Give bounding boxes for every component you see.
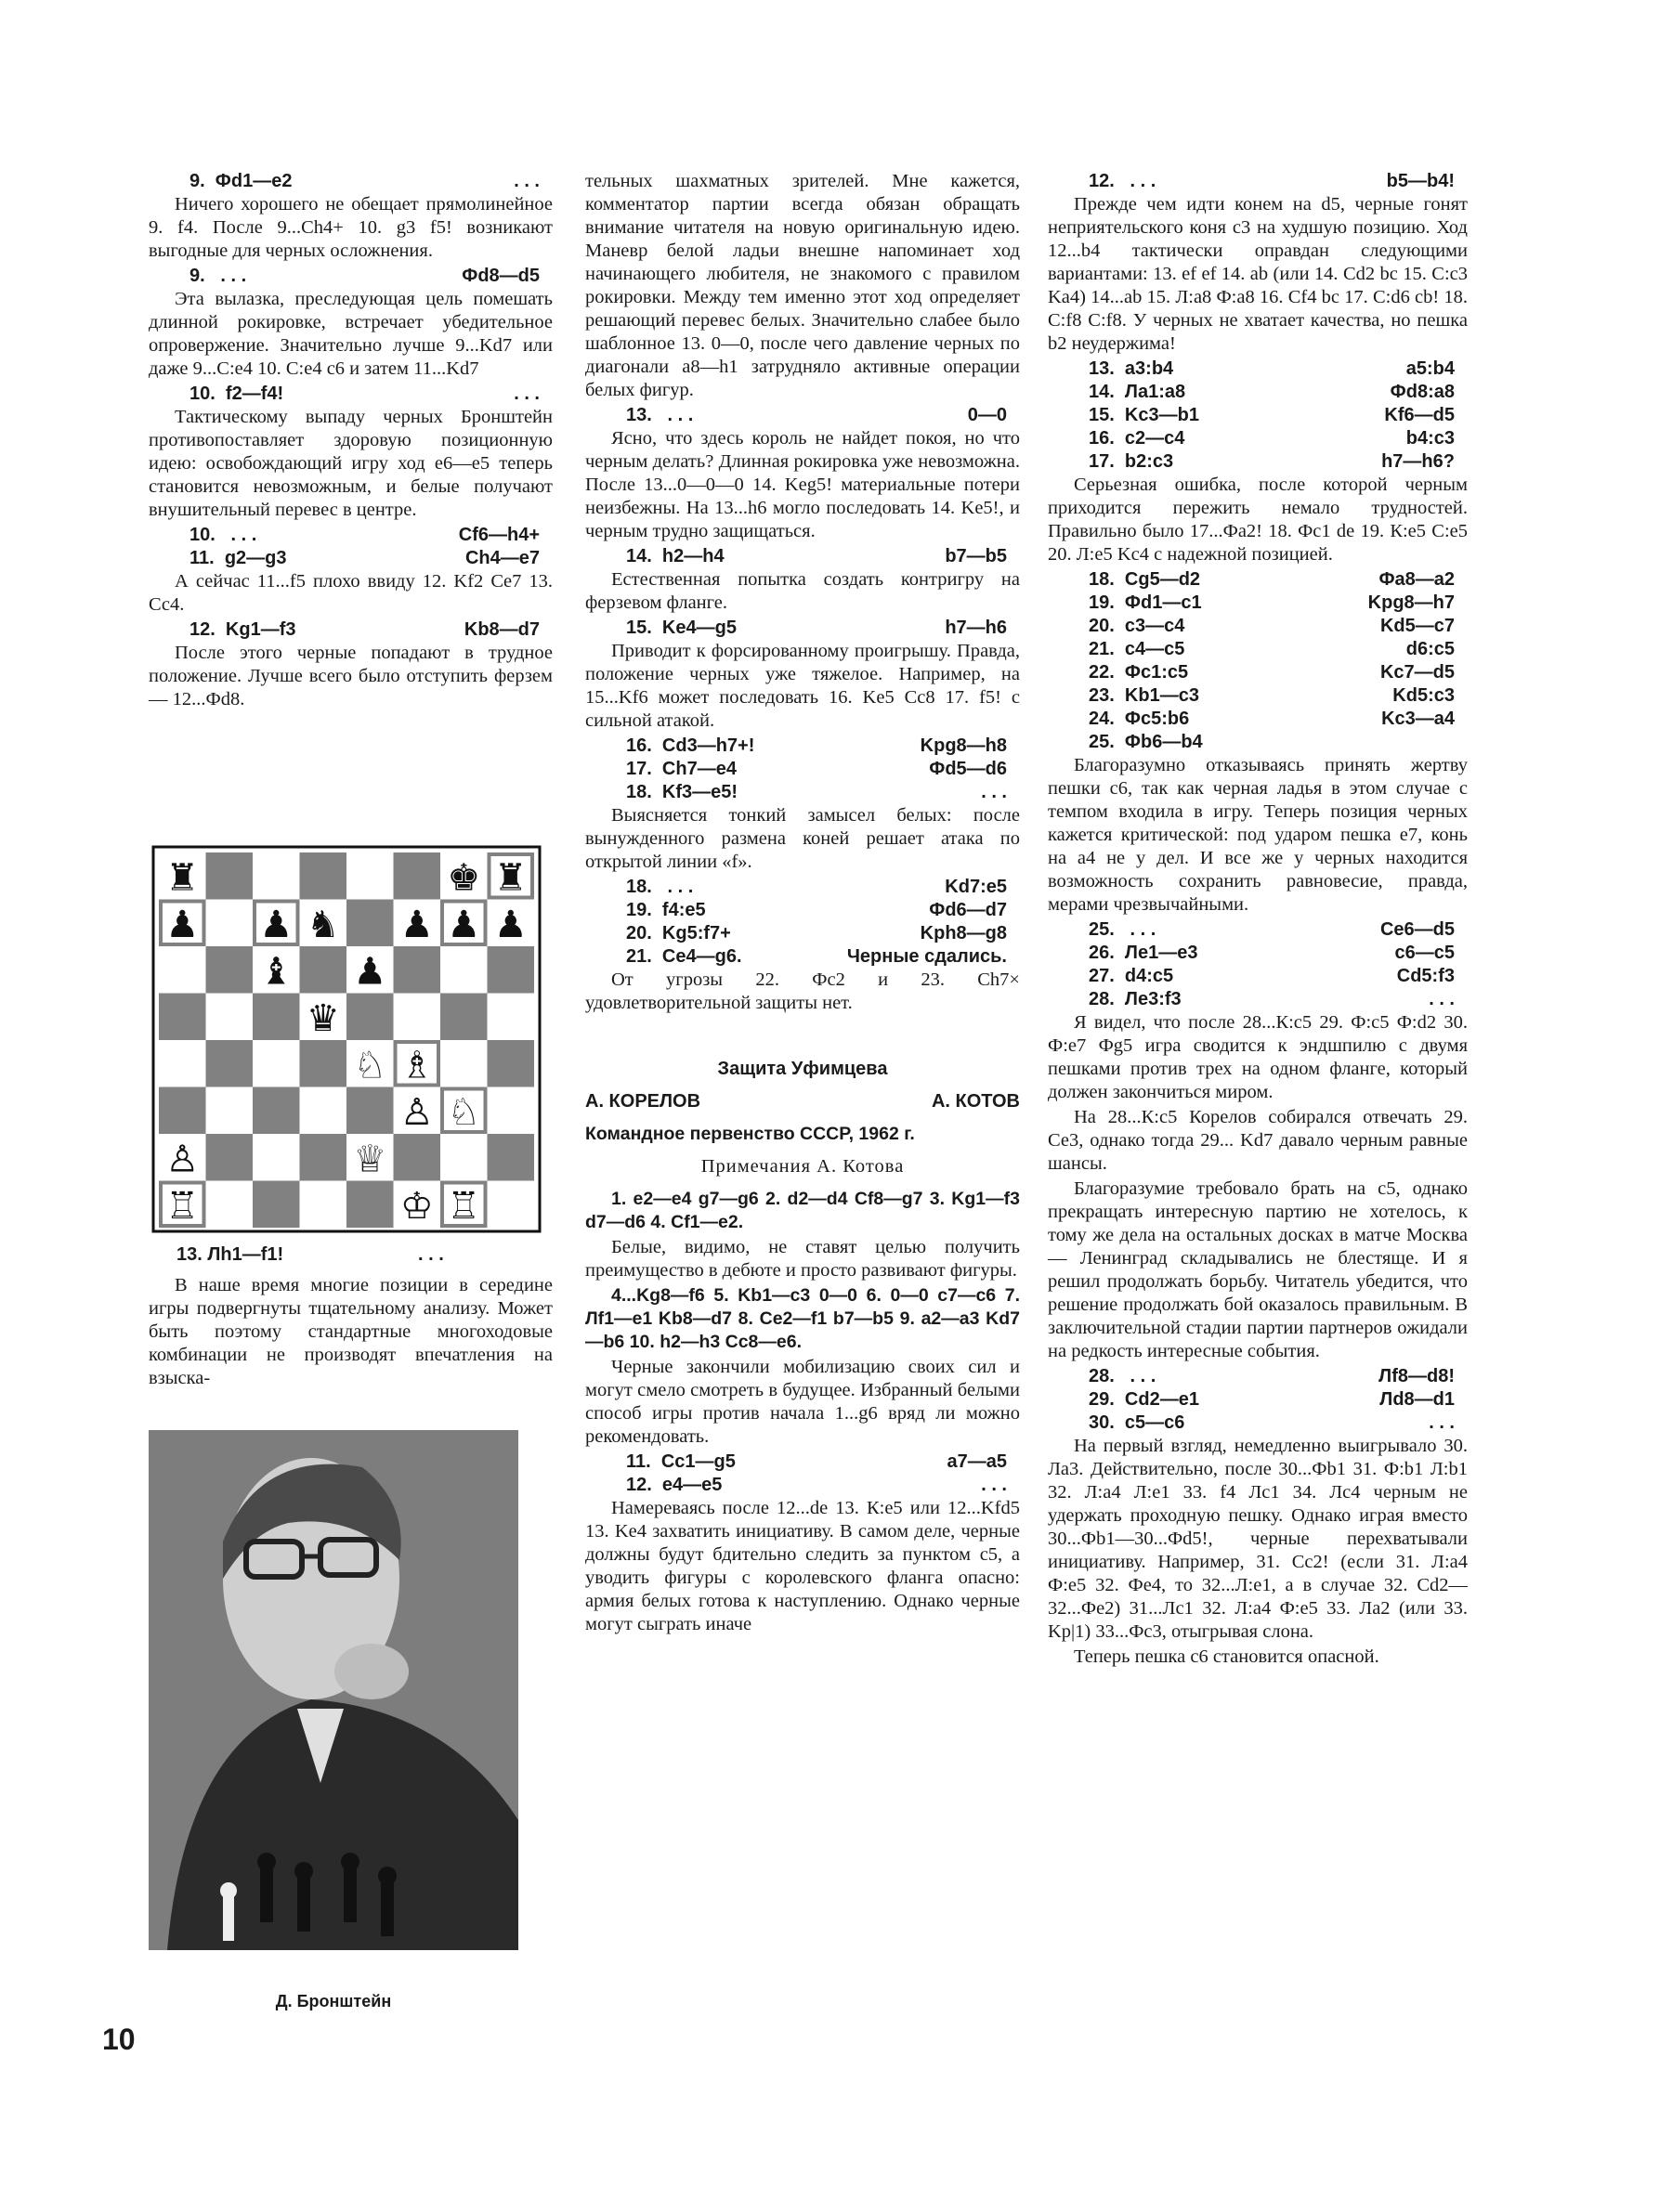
black-king-icon: ♚ <box>447 856 481 900</box>
move-black: h7—h6? <box>1381 451 1455 472</box>
board-square <box>206 994 254 1041</box>
commentary-paragraph: Черные закончили мобилизацию своих сил и могут смело смотреть в будущее. Избранный белыми способ игры против начала 1...g6 вряд ли можно рекомендовать. <box>585 1357 1020 1447</box>
move-white: 24. Фc5:b6 <box>1089 709 1190 729</box>
move-line <box>1048 568 1468 592</box>
board-square <box>300 852 347 900</box>
commentary-paragraph: Ничего хорошего не обещает прямолинейное 9. f4. После 9...Ch4+ 10. g3 f5! возникают выгодные для черных осложнения. <box>149 194 553 261</box>
move-white: 10. . . . <box>189 525 257 545</box>
move-black: Kd5—c7 <box>1379 616 1455 636</box>
move-white: 17. b2:c3 <box>1089 451 1174 472</box>
move-white: 13. a3:b4 <box>1089 358 1174 379</box>
portrait-photo <box>149 1430 518 1950</box>
move-white: 10. f2—f4! <box>189 384 284 404</box>
black-pawn-icon: ♟ <box>353 950 387 994</box>
board-square <box>394 946 441 994</box>
game-moves-text: 1. e2—e4 g7—g6 2. d2—d4 Cf8—g7 3. Kg1—f3 d7—d6 4. Cf1—e2. <box>585 1189 1020 1232</box>
move-white: 19. f4:e5 <box>626 900 706 920</box>
board-square <box>206 1040 254 1087</box>
move-line <box>585 617 1020 640</box>
board-square <box>206 1134 254 1181</box>
move-line <box>149 524 553 547</box>
column-3 <box>1048 170 1468 1671</box>
board-square <box>206 900 254 947</box>
commentary-paragraph: Благоразумно отказываясь принять жертву пешки c6, так как черная ладья в этом случае с темпом входила в игру. Теперь позиция черных кажется критической: под ударом пешка e7, конь на a4 не у дел. И все же у черных находится возможность сохранить равновесие, правда, мерами чрезвычайными. <box>1048 755 1468 915</box>
board-square <box>159 1087 206 1135</box>
move-line <box>585 545 1020 568</box>
white-queen-icon: ♕ <box>353 1138 387 1181</box>
annotator-line: Примечания А. Котова <box>700 1156 905 1177</box>
photo-caption: Д. Бронштейн <box>275 1992 392 2010</box>
move-line <box>585 876 1020 899</box>
move-black: Фd8—d5 <box>462 266 540 286</box>
commentary-paragraph: Выясняется тонкий замысел белых: после вынужденного размена коней решает атака по открытой линии «f». <box>585 805 1020 872</box>
move-white: 11. Cc1—g5 <box>626 1451 736 1472</box>
move-black: . . . <box>514 384 540 404</box>
move-white: 23. Kb1—c3 <box>1089 685 1199 706</box>
move-white: 12. e4—e5 <box>626 1475 723 1495</box>
black-pawn-icon: ♟ <box>447 903 481 946</box>
commentary-paragraph: Естественная попытка создать контригру на ферзевом фланге. <box>585 569 1020 613</box>
move-line <box>1048 638 1468 661</box>
commentary-paragraph: От угрозы 22. Фс2 и 23. Ch7× удовлетворительной защиты нет. <box>585 969 1020 1013</box>
commentary-paragraph: Тактическому выпаду черных Бронштейн противопоставляет здоровую позиционную идею: освобождающий игру ход e6—e5 теперь становится невозможным, и белые получают внушительный перевес в центре. <box>149 407 553 520</box>
board-square <box>440 1040 488 1087</box>
spacer <box>585 1017 1020 1045</box>
move-black: . . . <box>514 171 540 191</box>
board-square <box>159 1040 206 1087</box>
board-square <box>346 1181 394 1229</box>
board-square <box>300 1134 347 1181</box>
move-line <box>1048 708 1468 731</box>
move-black: . . . <box>1429 989 1455 1009</box>
commentary-paragraph: Намереваясь после 12...de 13. К:e5 или 12...Kfd5 13. Ke4 захватить инициативу. В самом деле, черные должны будут бдительно следить за пунктом c5, а уводить фигуры с королевского фланга опасно: армия белых готова к наступлению. Однако черные могут сыграть иначе <box>585 1498 1020 1634</box>
commentary-paragraph: На 28...К:c5 Корелов собирался отвечать 29. Се3, однако тогда 29... Kd7 давало черным равные шансы. <box>1048 1107 1468 1174</box>
move-black: . . . <box>1429 1412 1455 1433</box>
board-square <box>346 900 394 947</box>
move-line <box>1048 988 1468 1011</box>
commentary-paragraph: Благоразумие требовало брать на c5, однако прекращать интересную партию не хотелось, к тому же дела на остальных досках в матче Москва — Ленинград складывались не блестяще. И я решил продолжать борьбу. Читатель убедится, что решение продолжать бой оказалось правильным. В заключительной стадии партии партнеров ожидали на редкость интересные события. <box>1048 1178 1468 1361</box>
move-white: 11. g2—g3 <box>189 548 287 568</box>
move-line <box>585 758 1020 781</box>
board-square <box>488 1040 535 1087</box>
move-line <box>1048 965 1468 988</box>
move-white: 9. . . . <box>189 266 247 286</box>
section-heading: Защита Уфимцева <box>717 1059 888 1079</box>
move-line <box>585 1451 1020 1474</box>
black-pawn-icon: ♟ <box>259 903 294 946</box>
move-line <box>585 922 1020 945</box>
move-black: Kb8—d7 <box>464 619 540 640</box>
board-square <box>440 994 488 1041</box>
white-rook-icon: ♖ <box>165 1184 200 1228</box>
move-white: 18. . . . <box>626 877 694 897</box>
move-white: 27. d4:c5 <box>1089 966 1174 986</box>
board-square <box>488 1087 535 1135</box>
white-player: А. КОРЕЛОВ <box>585 1091 701 1112</box>
commentary-paragraph: Я видел, что после 28...К:c5 29. Ф:c5 Ф:d2 30. Ф:e7 Фg5 игра сводится к эндшпилю с двумя пешками против трех на одном фланге, который должен закончиться миром. <box>1048 1012 1468 1102</box>
move-line <box>1048 942 1468 965</box>
column-1 <box>149 170 553 713</box>
move-black: Kd5:c3 <box>1392 685 1455 706</box>
white-pawn-icon: ♙ <box>399 1090 434 1134</box>
board-square <box>253 1181 300 1229</box>
move-line <box>149 547 553 570</box>
board-square <box>253 1134 300 1181</box>
move-line <box>1048 1388 1468 1412</box>
move-white: 14. Лa1:a8 <box>1089 382 1186 402</box>
move-white: 19. Фd1—c1 <box>1089 592 1202 613</box>
board-square <box>253 994 300 1041</box>
move-white: 12. . . . <box>1089 171 1156 191</box>
commentary-paragraph: В наше время многие позиции в середине игры подвергнуты тщательному анализу. Может быть поэтому стандартные многоходовые комбинации не производят впечатления на взыска- <box>149 1275 553 1388</box>
move-white: 13. . . . <box>626 405 694 425</box>
move-line <box>149 618 553 642</box>
black-player: А. КОТОВ <box>931 1091 1020 1112</box>
commentary-paragraph: После этого черные попадают в трудное положение. Лучше всего было отступить ферзем — 12...Фd8. <box>149 643 553 709</box>
move-black: h7—h6 <box>945 618 1007 638</box>
move-black: a7—a5 <box>947 1451 1007 1472</box>
board-square <box>159 994 206 1041</box>
move-white: 21. Ce4—g6. <box>626 946 742 967</box>
commentary-paragraph: А сейчас 11...f5 плохо ввиду 12. Kf2 Ce7 13. Сс4. <box>149 571 553 615</box>
board-square <box>253 1040 300 1087</box>
move-line <box>149 265 553 288</box>
board-square <box>346 852 394 900</box>
move-white: 20. Kg5:f7+ <box>626 923 731 943</box>
white-knight-icon: ♘ <box>447 1090 481 1134</box>
board-square <box>206 852 254 900</box>
move-line <box>1048 661 1468 684</box>
board-square <box>394 852 441 900</box>
move-white: 28. Лe3:f3 <box>1089 989 1182 1009</box>
move-black: a5:b4 <box>1405 358 1455 379</box>
black-pawn-icon: ♟ <box>399 903 434 946</box>
black-rook-icon: ♜ <box>165 856 200 900</box>
white-pawn-icon: ♙ <box>165 1138 200 1181</box>
commentary-paragraph: Эта вылазка, преследующая цель помешать длинной рокировке, встречает убедительное опровержение. Значительно лучше 9...Kd7 или даже 9...С:e4 10. С:e4 с6 и затем 11...Kd7 <box>149 289 553 379</box>
move-black: Ch4—e7 <box>464 548 540 568</box>
game-moves-text: 4...Kg8—f6 5. Kb1—c3 0—0 6. 0—0 c7—c6 7. Лf1—e1 Kb8—d7 8. Ce2—f1 b7—b5 9. a2—a3 Kd7—b6 10. h2—h3 Cc8—e6. <box>585 1285 1020 1352</box>
black-rook-icon: ♜ <box>493 856 528 900</box>
move-black: Kc3—a4 <box>1381 709 1455 729</box>
white-rook-icon: ♖ <box>447 1184 481 1228</box>
move-black: Cd5:f3 <box>1396 966 1455 986</box>
white-knight-icon: ♘ <box>353 1044 387 1087</box>
diagram-move-text: 13. Лh1—f1! <box>176 1244 284 1265</box>
move-line <box>149 383 553 406</box>
board-square <box>346 1087 394 1135</box>
move-line <box>1048 170 1468 193</box>
move-line <box>1048 731 1468 754</box>
board-square <box>488 1181 535 1229</box>
commentary-paragraph: Серьезная ошибка, после которой черным приходится пережить немало трудностей. Правильно было 17...Фa2! 18. Фс1 de 19. К:e5 С:e5 20. Л:e5 Kc4 с надежной позицией. <box>1048 475 1468 565</box>
chess-diagram <box>151 845 542 1233</box>
move-white: 25. Фb6—b4 <box>1089 732 1203 752</box>
board-square <box>440 946 488 994</box>
diagram-move-dots: . . . <box>418 1244 444 1265</box>
move-line <box>1048 381 1468 404</box>
board-square <box>159 946 206 994</box>
move-white: 16. Cd3—h7+! <box>626 735 755 756</box>
move-black: . . . <box>981 782 1007 802</box>
commentary-paragraph: Приводит к форсированному проигрышу. Правда, положение черных уже тяжелое. Например, на 15...Kf6 может последовать 16. Ke5 Cc8 17. f5! с сильной атакой. <box>585 641 1020 731</box>
move-line <box>585 781 1020 804</box>
move-black: Kd7:e5 <box>945 877 1007 897</box>
move-line <box>149 170 553 193</box>
move-black: Ce6—d5 <box>1379 919 1455 940</box>
commentary-paragraph: Теперь пешка c6 становится опасной. <box>1074 1646 1379 1667</box>
move-line <box>1048 1365 1468 1388</box>
board-square <box>488 946 535 994</box>
board-square <box>206 1181 254 1229</box>
move-white: 18. Cg5—d2 <box>1089 569 1201 590</box>
event-line: Командное первенство СССР, 1962 г. <box>585 1124 915 1144</box>
move-black: c6—c5 <box>1394 943 1455 963</box>
move-black: Фd6—d7 <box>929 900 1007 920</box>
move-black: Kf6—d5 <box>1384 405 1455 425</box>
move-white: 26. Лe1—e3 <box>1089 943 1198 963</box>
move-white: 16. c2—c4 <box>1089 428 1185 449</box>
move-white: 20. c3—c4 <box>1089 616 1185 636</box>
board-square <box>300 1040 347 1087</box>
move-white: 28. . . . <box>1089 1366 1156 1386</box>
column-1-continued <box>149 1274 553 1392</box>
black-queen-icon: ♛ <box>306 996 340 1040</box>
board-square <box>253 1087 300 1135</box>
white-king-icon: ♔ <box>399 1184 434 1228</box>
board-square <box>488 994 535 1041</box>
move-line <box>1048 592 1468 615</box>
move-line <box>1048 1412 1468 1435</box>
board-square <box>394 994 441 1041</box>
move-black: Cf6—h4+ <box>458 525 540 545</box>
move-white: 25. . . . <box>1089 919 1156 940</box>
move-black: Kpg8—h8 <box>920 735 1007 756</box>
move-line <box>1048 615 1468 638</box>
move-black: Фd8:a8 <box>1390 382 1455 402</box>
move-line <box>1048 358 1468 381</box>
move-black: Лd8—d1 <box>1379 1389 1455 1410</box>
move-line <box>1048 427 1468 450</box>
black-knight-icon: ♞ <box>306 903 340 946</box>
board-square <box>394 1134 441 1181</box>
black-bishop-icon: ♝ <box>259 950 294 994</box>
move-line <box>1048 918 1468 942</box>
board-square <box>440 1134 488 1181</box>
move-line <box>585 945 1020 969</box>
board-square <box>206 1087 254 1135</box>
move-line <box>585 1474 1020 1497</box>
board-square <box>300 946 347 994</box>
move-white: 14. h2—h4 <box>626 546 725 566</box>
move-black: Kc7—d5 <box>1379 662 1455 683</box>
move-black: Лf8—d8! <box>1378 1366 1455 1386</box>
move-white: 30. c5—c6 <box>1089 1412 1185 1433</box>
move-white: 21. c4—c5 <box>1089 639 1185 659</box>
board-square <box>300 1087 347 1135</box>
move-black: d6:c5 <box>1405 639 1455 659</box>
move-line <box>1048 404 1468 427</box>
commentary-paragraph: Белые, видимо, не ставят целью получить преимущество в дебюте и просто развивают фигуры. <box>585 1237 1020 1281</box>
commentary-paragraph: На первый взгляд, немедленно выигрывало 30. Лa3. Действительно, после 30...Фb1 31. Ф:b1 Л:b1 32. Л:a4 Л:e1 33. f4 Лc1 34. Лc4 черным не удержать проходную пешку. Однако играя вместо 30...Фb1—30...Фd5!, черные перехватывали инициативу. Например, 31. Cc2! (если 31. Л:a4 Ф:e5 32. Фe4, то 32...Л:e1, а в случае 32. Cd2—32...Фe2) 31...Лc1 32. Л:a4 Ф:e5 33. Лa2 (или 33. Kp|1) 33...Фc3, отыгрывая слона. <box>1048 1436 1468 1642</box>
move-black: Черные сдались. <box>846 946 1007 967</box>
move-black: Фd5—d6 <box>929 759 1007 779</box>
move-white: 22. Фc1:c5 <box>1089 662 1189 683</box>
column-2 <box>585 170 1020 1638</box>
board-square <box>253 852 300 900</box>
move-black: Kpg8—h7 <box>1367 592 1455 613</box>
commentary-paragraph: Ясно, что здесь король не найдет покоя, но что черным делать? Длинная рокировка уже невозможна. После 13...0—0—0 14. Keg5! материальные потери неизбежны. На 13...h6 могло последовать 14. Ke5!, и черным трудно защищаться. <box>585 428 1020 541</box>
players-line <box>585 1090 1020 1113</box>
move-black: . . . <box>981 1475 1007 1495</box>
commentary-paragraph: Прежде чем идти конем на d5, черные гонят неприятельского коня c3 на худшую позицию. Ход 12...b4 тактически оправдан следующими вариантами: 13. ef ef 14. ab (или 14. Cd2 bc 15. С:c3 Ka4) 14...ab 15. Л:a8 Ф:a8 16. Cf4 bc 17. С:d6 cb! 18. С:f8 С:f8. У черных не хватает качества, но пешка b2 неудержима! <box>1048 194 1468 354</box>
board-square <box>300 1181 347 1229</box>
move-black: b7—b5 <box>945 546 1007 566</box>
move-black: 0—0 <box>967 405 1007 425</box>
move-black: b5—b4! <box>1386 171 1455 191</box>
move-white: 9. Фd1—e2 <box>189 171 293 191</box>
board-square <box>488 1134 535 1181</box>
white-bishop-icon: ♗ <box>399 1044 434 1087</box>
board-square <box>206 946 254 994</box>
commentary-paragraph: тельных шахматных зрителей. Мне кажется, комментатор партии всегда обязан обращать внимание читателя на новую оригинальную идею. Маневр белой ладьи внешне напоминает ход начинающего любителя, не знакомого с правилом рокировки. Между тем именно этот ход определяет решающий перевес белых. Значительно слабее было шаблонное 13. 0—0, после чего давление черных по диагонали a8—h1 затрудняло активные операции белых фигур. <box>585 171 1020 400</box>
move-line <box>585 404 1020 427</box>
move-white: 17. Ch7—e4 <box>626 759 737 779</box>
move-black: b4:c3 <box>1405 428 1455 449</box>
move-line <box>1048 450 1468 474</box>
black-pawn-icon: ♟ <box>165 903 200 946</box>
board-square <box>346 994 394 1041</box>
move-white: 15. Ke4—g5 <box>626 618 737 638</box>
move-white: 18. Kf3—e5! <box>626 782 738 802</box>
page-number: 10 <box>102 2023 136 2056</box>
move-black: Фa8—a2 <box>1378 569 1455 590</box>
move-white: 15. Kc3—b1 <box>1089 405 1199 425</box>
move-black: Kph8—g8 <box>920 923 1007 943</box>
move-white: 29. Cd2—e1 <box>1089 1389 1199 1410</box>
black-pawn-icon: ♟ <box>493 903 528 946</box>
move-line <box>585 735 1020 758</box>
move-line <box>1048 684 1468 708</box>
move-line <box>585 899 1020 922</box>
move-white: 12. Kg1—f3 <box>189 619 296 640</box>
